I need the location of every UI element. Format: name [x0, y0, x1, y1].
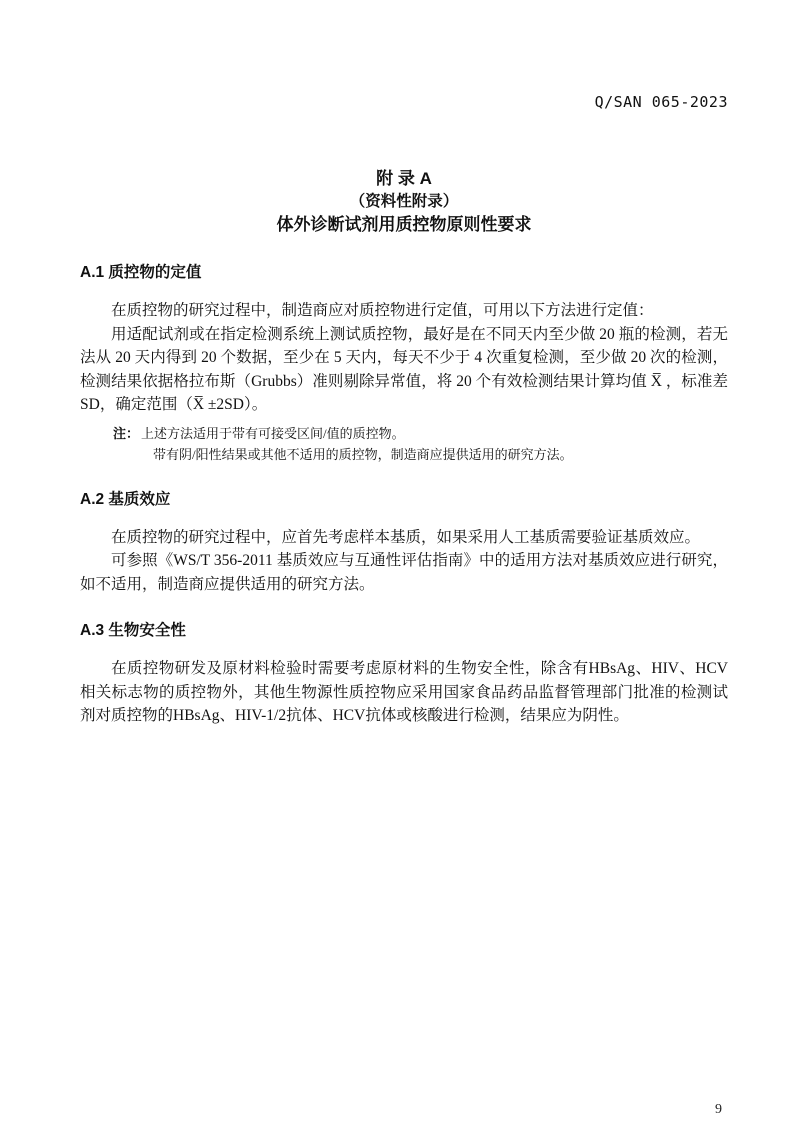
- section-a2-paragraph-2: 可参照《WS/T 356-2011 基质效应与互通性评估指南》中的适用方法对基质效应进行研究，如不适用，制造商应提供适用的研究方法。: [80, 552, 728, 593]
- section-a3: [80, 618, 728, 728]
- section-a2-paragraph-1: 在质控物的研究过程中，应首先考虑样本基质，如果采用人工基质需要验证基质效应。: [111, 528, 701, 546]
- doc-number: Q/SAN 065-2023: [594, 93, 728, 111]
- note-block: [80, 423, 728, 465]
- appendix-title-block: [80, 168, 728, 236]
- section-a2-heading: A.2 基质效应: [80, 490, 171, 508]
- page-number: 9: [715, 1102, 722, 1117]
- section-a2: [80, 487, 728, 597]
- section-a3-paragraph-1: 在质控物研发及原材料检验时需要考虑原材料的生物安全性，除含有HBsAg、HIV、HCV相关标志物的质控物外，其他生物源性质控物应采用国家食品药品监督管理部门批准的检测试剂对质控物的HBsAg、HIV-1/2抗体、HCV抗体或核酸进行检测，结果应为阴性。: [80, 660, 728, 724]
- section-a1-paragraph-2: 用适配试剂或在指定检测系统上测试质控物，最好是在不同天内至少做 20 瓶的检测，若无法从 20 天内得到 20 个数据，至少在 5 天内，每天不少于 4 次重复检测，至少做 20 次的检测，检测结果依据格拉布斯（Grubbs）准则剔除异常值，将 20 个有效检测结果计算均值 X̅ ，标准差 SD，确定范围（X̅ ±2SD）。: [80, 325, 728, 413]
- note-line-2: 带有阴/阳性结果或其他不适用的质控物，制造商应提供适用的研究方法。: [153, 446, 573, 462]
- section-a1-paragraph-1: 在质控物的研究过程中，制造商应对质控物进行定值，可用以下方法进行定值：: [111, 302, 654, 319]
- note-line-1: 上述方法适用于带有可接受区间/值的质控物。: [141, 425, 405, 441]
- note-label: 注：: [113, 425, 140, 441]
- note-lines: [141, 423, 728, 465]
- appendix-subtitle: （资料性附录）: [349, 193, 459, 210]
- section-a1: [80, 260, 728, 465]
- appendix-main-title: 体外诊断试剂用质控物原则性要求: [276, 215, 532, 234]
- section-a1-heading: A.1 质控物的定值: [80, 264, 202, 281]
- appendix-title: 附 录 A: [376, 169, 432, 188]
- section-a3-heading: A.3 生物安全性: [80, 622, 186, 639]
- page-content: [0, 168, 800, 728]
